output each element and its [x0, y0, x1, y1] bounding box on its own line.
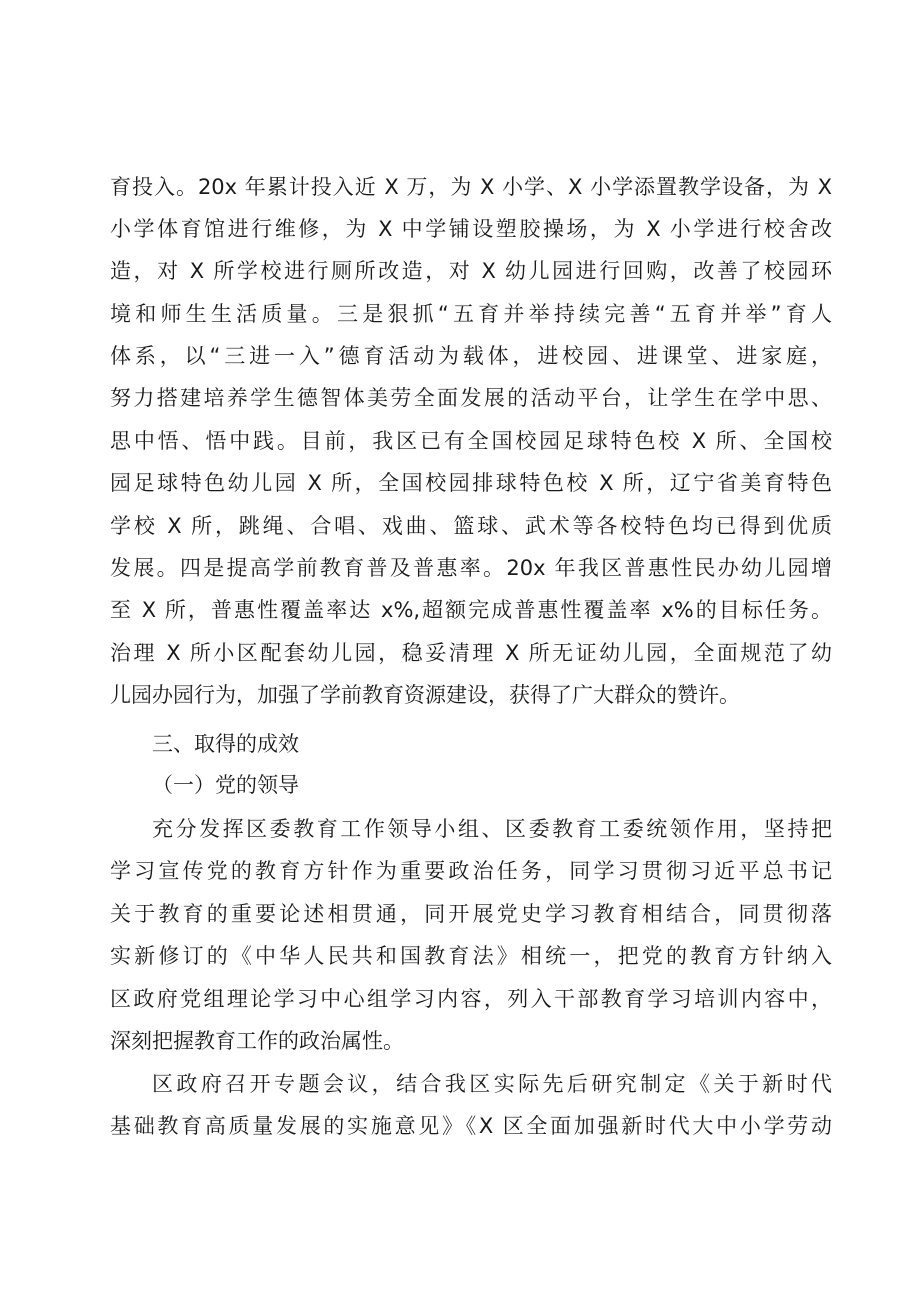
body-text-line: 努力搭建培养学生德智体美劳全面发展的活动平台，让学生在学中思、	[110, 386, 832, 410]
body-text-line: 充分发挥区委教育工作领导小组、区委教育工委统领作用，坚持把	[152, 817, 832, 841]
body-text-line: 治理 X 所小区配套幼儿园，稳妥清理 X 所无证幼儿园，全面规范了幼	[110, 641, 832, 665]
body-text-line: 小学体育馆进行维修，为 X 中学铺设塑胶操场，为 X 小学进行校舍改	[110, 217, 832, 241]
body-text-line: 深刻把握教育工作的政治属性。	[110, 1029, 404, 1053]
body-text-line: 实新修订的《中华人民共和国教育法》相统一，把党的教育方针纳入	[110, 944, 832, 968]
body-text-line: 至 X 所，普惠性覆盖率达 x%,超额完成普惠性覆盖率 x%的目标任务。	[110, 598, 832, 622]
body-text-line: 区政府召开专题会议，结合我区实际先后研究制定《关于新时代	[152, 1072, 832, 1096]
body-text-line: 区政府党组理论学习中心组学习内容，列入干部教育学习培训内容中，	[110, 987, 832, 1011]
body-text-line: 育投入。20x 年累计投入近 X 万，为 X 小学、X 小学添置教学设备，为 X	[110, 175, 832, 199]
body-text-line: 儿园办园行为，加强了学前教育资源建设，获得了广大群众的赞许。	[110, 683, 740, 707]
body-text-line: 境和师生生活质量。三是狠抓“五育并举持续完善“五育并举”育人	[110, 302, 832, 326]
subsection-heading: （一）党的领导	[152, 773, 299, 797]
body-text-line: 体系，以“三进一入”德育活动为载体，进校园、进课堂、进家庭，	[110, 344, 832, 368]
body-text-line: 学习宣传党的教育方针作为重要政治任务，同学习贯彻习近平总书记	[110, 859, 832, 883]
body-text-line: 学校 X 所，跳绳、合唱、戏曲、篮球、武术等各校特色均已得到优质	[110, 514, 832, 538]
body-text-line: 发展。四是提高学前教育普及普惠率。20x 年我区普惠性民办幼儿园增	[110, 556, 832, 580]
body-text-line: 关于教育的重要论述相贯通，同开展党史学习教育相结合，同贯彻落	[110, 902, 832, 926]
body-text-line: 造，对 X 所学校进行厕所改造，对 X 幼儿园进行回购，改善了校园环	[110, 259, 832, 283]
body-text-line: 思中悟、悟中践。目前，我区已有全国校园足球特色校 X 所、全国校	[110, 429, 832, 453]
body-text-line: 园足球特色幼儿园 X 所，全国校园排球特色校 X 所，辽宁省美育特色	[110, 471, 832, 495]
section-heading: 三、取得的成效	[152, 732, 299, 756]
body-text-line: 基础教育高质量发展的实施意见》《X 区全面加强新时代大中小学劳动	[110, 1114, 832, 1138]
